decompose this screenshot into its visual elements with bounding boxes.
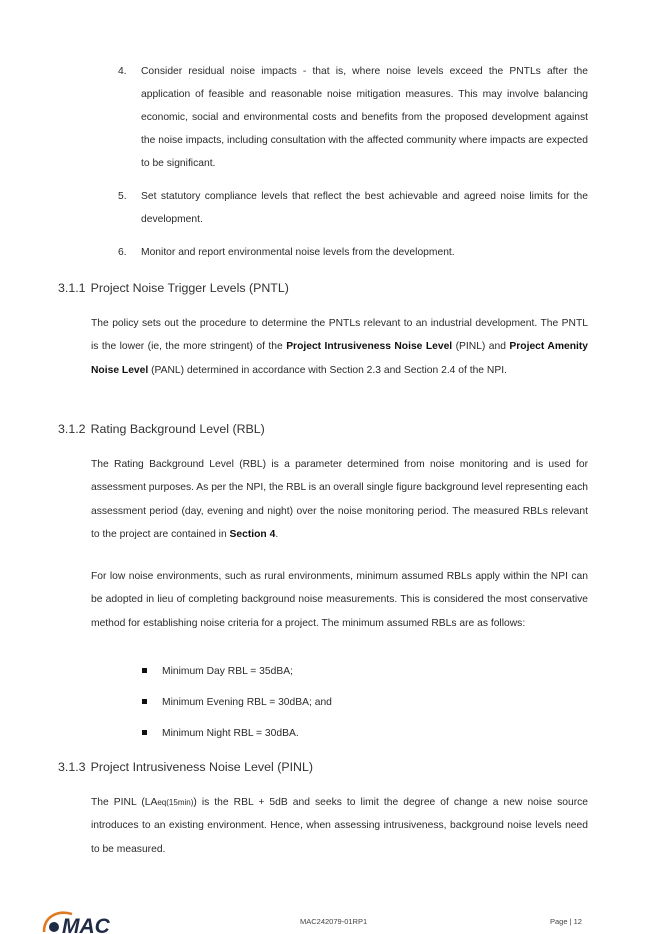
bullet-icon	[142, 668, 147, 673]
bullet-icon	[142, 699, 147, 704]
paragraph-text: The Rating Background Level (RBL) is a parameter determined from noise monitoring and is used for assessment purposes. As per the NPI, the RBL is an overall single figure background level representing each assessment period (day, evening and night) over the noise monitoring period. The measured RBLs relevant to the project are contained in	[91, 459, 589, 540]
paragraph-pntl	[91, 312, 588, 382]
subscript-text: eq(15min)	[157, 798, 194, 807]
list-item-text: Monitor and report environmental noise levels from the development.	[141, 247, 455, 258]
section-reference: Section 4	[229, 528, 276, 540]
paragraph-text: (PANL) determined in accordance with Section 2.3 and Section 2.4 of the NPI.	[148, 364, 507, 376]
bullet-text: Minimum Night RBL = 30dBA.	[162, 728, 299, 739]
paragraph-low-noise	[91, 565, 588, 635]
paragraph-text: The PINL (LA	[91, 797, 158, 808]
paragraph-pinl	[91, 791, 588, 861]
numbered-list	[114, 60, 588, 274]
paragraph-text: ) is the RBL + 5dB and seeks to limit the degree of change a new noise source introduces to an existing environment. Hence, when assessing intrusiveness, background noise levels need to be measured.	[91, 797, 588, 855]
mac-logo	[38, 906, 134, 934]
section-title: Rating Background Level (RBL)	[90, 422, 265, 436]
list-item-number: 6.	[118, 247, 127, 258]
list-item-number: 5.	[118, 191, 127, 202]
bullet-item	[142, 664, 332, 695]
bullet-text: Minimum Day RBL = 35dBA;	[162, 666, 293, 677]
section-heading-3-1-1	[58, 281, 289, 295]
list-item	[114, 185, 588, 231]
section-title: Project Noise Trigger Levels (PNTL)	[90, 281, 289, 295]
list-item-text: Consider residual noise impacts - that is, where noise levels exceed the PNTLs after the application of feasible and reasonable noise mitigation measures. This may involve balancing economic, social and environmental costs and benefits from the proposed development against the noise impacts, including consultation with the affected community where impacts are expected to be significant.	[141, 66, 588, 169]
paragraph-text: For low noise environments, such as rural environments, minimum assumed RBLs apply within the NPI can be adopted in lieu of completing background noise measurements. This is considered the most conservative method for establishing noise criteria for a project. The minimum assumed RBLs are as follows:	[91, 571, 588, 629]
paragraph-rbl	[91, 453, 588, 546]
logo-text: MAC	[62, 915, 110, 934]
bullet-icon	[142, 730, 147, 735]
list-item	[114, 60, 588, 175]
paragraph-text: (PINL) and	[452, 341, 510, 353]
paragraph-text: .	[275, 528, 279, 540]
paragraph-text: The policy sets out the procedure to determine the PNTLs relevant to an industrial development. The PNTL is the lower (ie, the more stringent) of the	[91, 318, 588, 353]
term-pinl: Project Intrusiveness Noise Level	[286, 341, 453, 353]
section-number: 3.1.2	[58, 422, 86, 436]
page-number: Page | 12	[550, 917, 582, 926]
logo-dot	[49, 922, 59, 932]
bullet-item	[142, 695, 332, 726]
section-heading-3-1-3	[58, 760, 313, 774]
bullet-list	[142, 664, 332, 757]
bullet-text: Minimum Evening RBL = 30dBA; and	[162, 697, 332, 708]
list-item	[114, 241, 588, 264]
list-item-text: Set statutory compliance levels that reflect the best achievable and agreed noise limits for the development.	[141, 191, 588, 225]
term-panl: Project Amenity Noise Level	[91, 341, 589, 376]
section-title: Project Intrusiveness Noise Level (PINL)	[90, 760, 313, 774]
document-reference: MAC242079-01RP1	[300, 917, 368, 926]
section-heading-3-1-2	[58, 422, 265, 436]
section-number: 3.1.3	[58, 760, 86, 774]
bullet-item	[142, 726, 332, 757]
section-number: 3.1.1	[58, 281, 86, 295]
list-item-number: 4.	[118, 66, 127, 77]
